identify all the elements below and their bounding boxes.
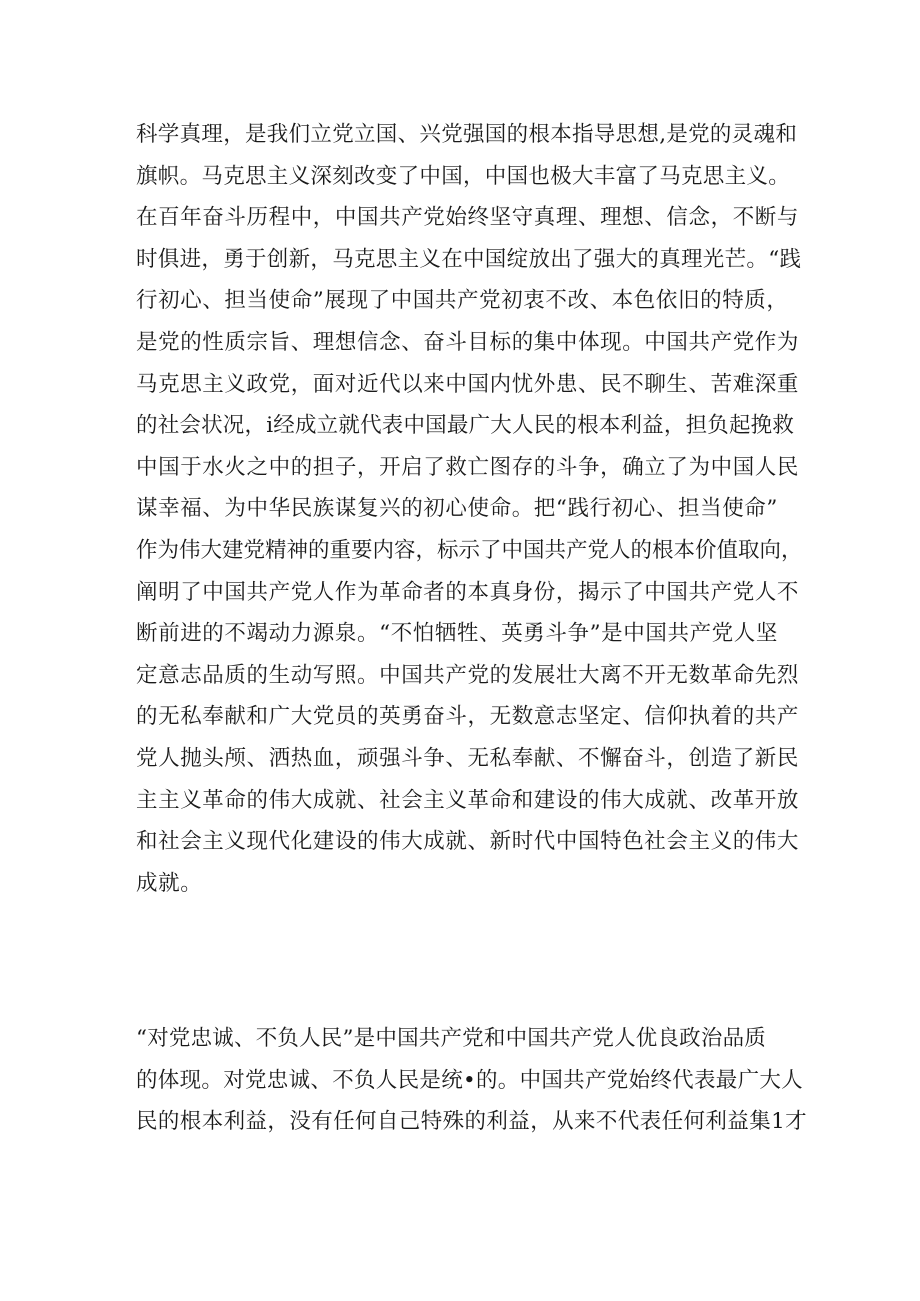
text-line: 是党的性质宗旨、理想信念、奋斗目标的集中体现。中国共产党作为 xyxy=(136,329,800,355)
text-line: 和社会主义现代化建设的伟大成就、新时代中国特色社会主义的伟大 xyxy=(136,829,800,855)
text-line: 党人抛头颅、洒热血，顽强斗争、无私奉献、不懈奋斗，创造了新民 xyxy=(136,745,800,771)
text-line: 谋幸福、为中华民族谋复兴的初心使命。把“践行初心、担当使命” xyxy=(136,496,778,522)
text-line: 行初心、担当使命”展现了中国共产党初衷不改、本色依旧的特质， xyxy=(136,288,789,314)
text-line: 民的根本利益，没有任何自己特殊的利益，从来不代表任何利益集1才 xyxy=(136,1109,808,1135)
text-line: 定意志品质的生动写照。中国共产党的发展壮大离不开无数革命先烈 xyxy=(136,662,800,688)
text-line: 时俱进，勇于创新，马克思主义在中国绽放出了强大的真理光芒。“践 xyxy=(136,246,802,272)
text-line: 旗帜。马克思主义深刻改变了中国，中国也极大丰富了马克思主义。 xyxy=(136,163,791,189)
text-line: 的无私奉献和广大党员的英勇奋斗，无数意志坚定、信仰执着的共产 xyxy=(136,704,800,730)
text-line: 的社会状况，i经成立就代表中国最广大人民的根本利益，担负起挽救 xyxy=(136,413,795,439)
paragraph-2 xyxy=(136,1018,816,1143)
text-line: 马克思主义政党，面对近代以来中国内忧外患、民不聊生、苦难深重 xyxy=(136,371,800,397)
text-line: “对党忠诚、不负人民”是中国共产党和中国共产党人优良政治品质 xyxy=(136,1026,766,1051)
text-line: 在百年奋斗历程中，中国共产党始终坚守真理、理想、信念，不断与 xyxy=(136,205,800,231)
paragraph-1 xyxy=(136,114,816,904)
text-line: 成就。 xyxy=(136,870,203,896)
text-line: 中国于水火之中的担子，开启了救亡图存的斗争，确立了为中国人民 xyxy=(136,454,800,480)
text-line: 科学真理，是我们立党立国、兴党强国的根本指导思想,是党的灵魂和 xyxy=(136,122,798,147)
text-line: 作为伟大建党精神的重要内容，标示了中国共产党人的根本价值取向， xyxy=(136,537,803,563)
text-line: 的体现。对党忠诚、不负人民是统•的。中国共产党始终代表最广大人 xyxy=(136,1067,803,1093)
text-line: 主主义革命的伟大成就、社会主义革命和建设的伟大成就、改革开放 xyxy=(136,787,800,813)
text-line: 断前进的不竭动力源泉。“不怕牺牲、英勇斗争”是中国共产党人坚 xyxy=(136,621,778,647)
text-line: 阐明了中国共产党人作为革命者的本真身份，揭示了中国共产党人不 xyxy=(136,579,800,605)
